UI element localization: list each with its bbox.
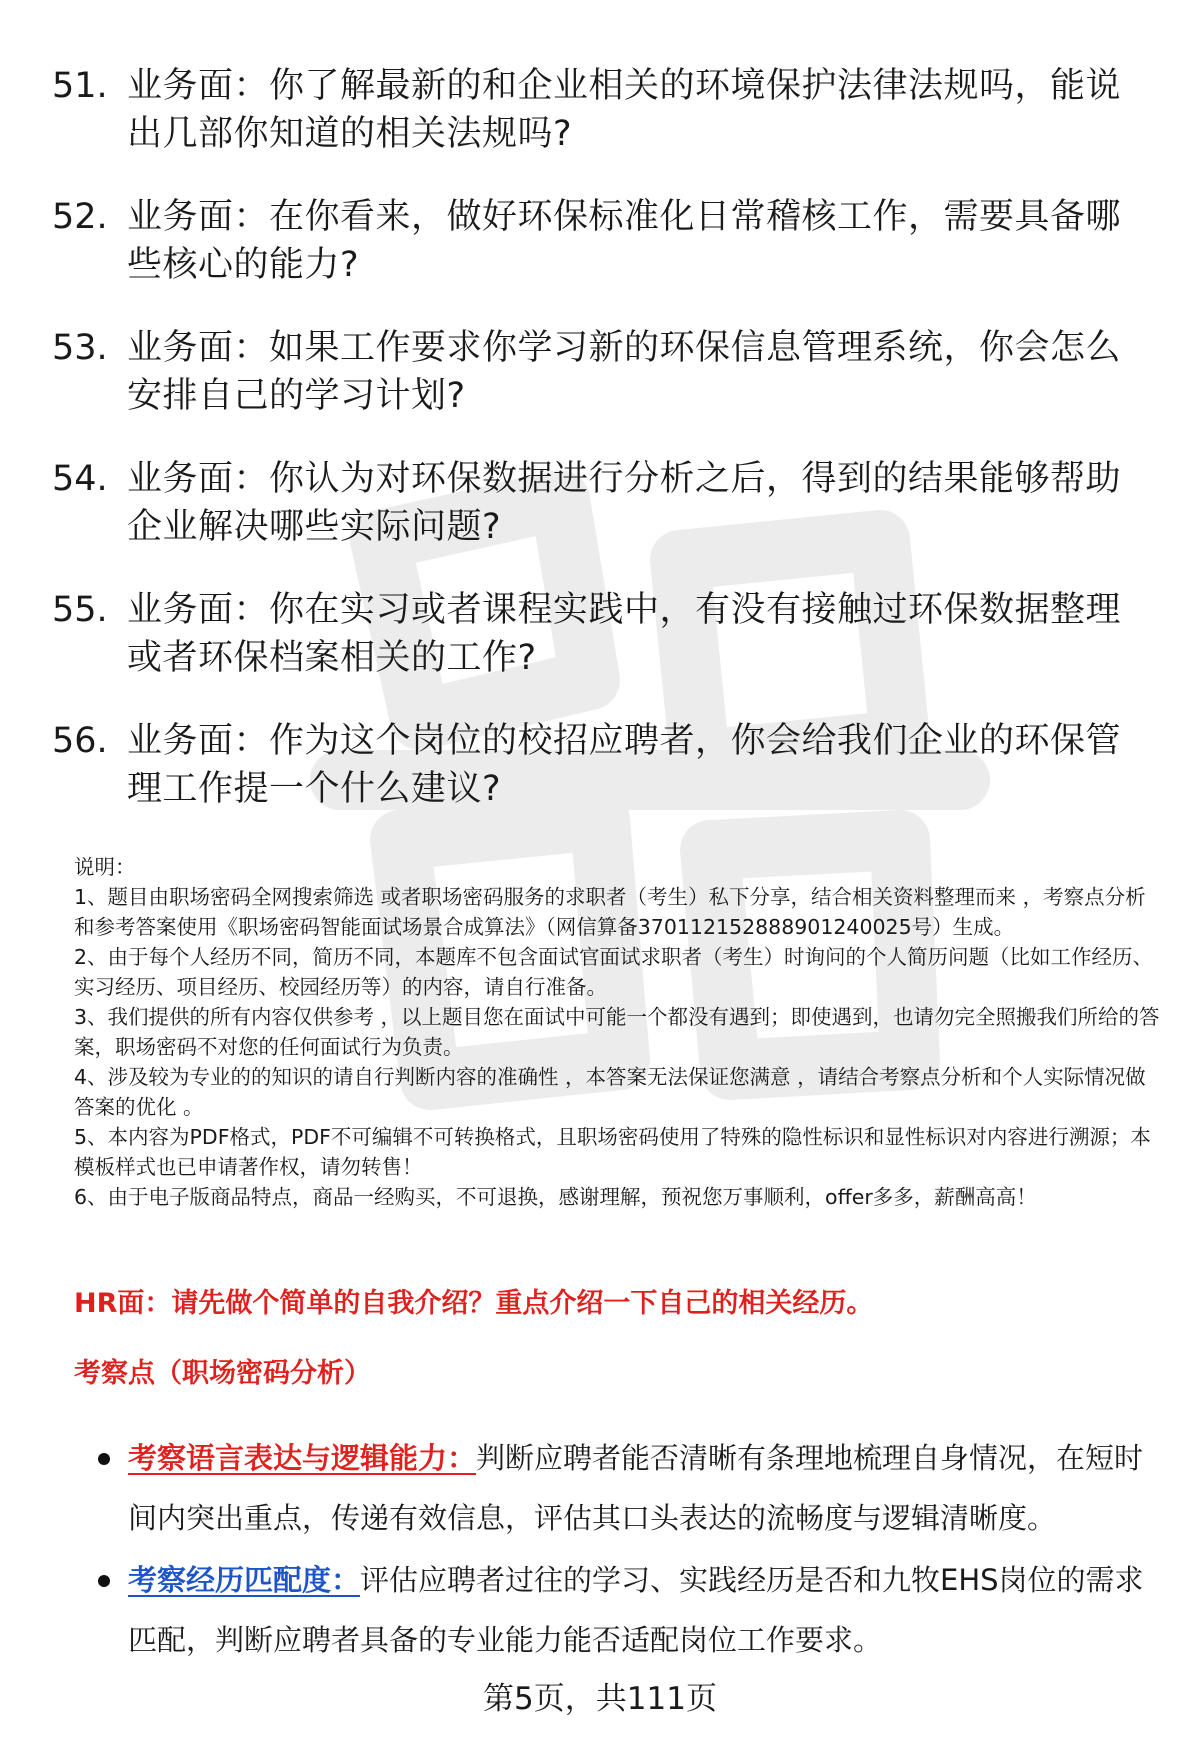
question-number: 51. xyxy=(52,66,108,106)
exam-point-item xyxy=(96,1550,1156,1670)
exam-points-title: 考察点（职场密码分析） xyxy=(74,1358,371,1389)
note-item: 2、由于每个人经历不同，简历不同，本题库不包含面试官面试求职者（考生）时询问的个人简历问题（比如工作经历、实习经历、项目经历、校园经历等）的内容，请自行准备。 xyxy=(74,945,1154,999)
disclaimer-notes xyxy=(74,852,1164,1212)
question-item xyxy=(52,455,1152,551)
question-item xyxy=(52,62,1152,158)
question-item xyxy=(52,717,1152,813)
question-item xyxy=(52,324,1152,420)
exam-point-text: 判断应聘者能否清晰有条理地梳理自身情况，在短时间内突出重点，传递有效信息，评估其口头表达的流畅度与逻辑清晰度。 xyxy=(128,1441,1144,1535)
question-text: 业务面：如果工作要求你学习新的环保信息管理系统，你会怎么安排自己的学习计划? xyxy=(127,328,1122,416)
question-text: 业务面：你认为对环保数据进行分析之后，得到的结果能够帮助企业解决哪些实际问题? xyxy=(127,459,1122,547)
note-item: 6、由于电子版商品特点，商品一经购买，不可退换，感谢理解，预祝您万事顺利，offer多多，薪酬高高！ xyxy=(74,1185,1037,1209)
question-number: 54. xyxy=(52,459,108,499)
notes-title: 说明： xyxy=(74,855,136,879)
exam-points-list xyxy=(96,1428,1156,1672)
bullet-dot-icon xyxy=(98,1453,110,1465)
question-number: 52. xyxy=(52,197,108,237)
exam-point-label: 考察经历匹配度： xyxy=(128,1563,361,1597)
exam-point-label: 考察语言表达与逻辑能力： xyxy=(128,1441,477,1475)
note-item: 3、我们提供的所有内容仅供参考 ，以上题目您在面试中可能一个都没有遇到；即使遇到，也请勿完全照搬我们所给的答案，职场密码不对您的任何面试行为负责。 xyxy=(74,1005,1160,1059)
note-item: 1、题目由职场密码全网搜索筛选 或者职场密码服务的求职者（考生）私下分享，结合相关资料整理而来 ，考察点分析和参考答案使用《职场密码智能面试场景合成算法》（网信算备370112152888901240025号）生成。 xyxy=(74,885,1146,939)
bullet-dot-icon xyxy=(98,1575,110,1587)
question-number: 55. xyxy=(52,590,108,630)
hr-question-heading: HR面：请先做个简单的自我介绍？重点介绍一下自己的相关经历。 xyxy=(74,1288,874,1319)
question-text: 业务面：你在实习或者课程实践中，有没有接触过环保数据整理或者环保档案相关的工作? xyxy=(127,590,1122,678)
question-text: 业务面：在你看来，做好环保标准化日常稽核工作，需要具备哪些核心的能力? xyxy=(127,197,1122,285)
question-number: 56. xyxy=(52,721,108,761)
question-item xyxy=(52,193,1152,289)
question-number: 53. xyxy=(52,328,108,368)
question-text: 业务面：作为这个岗位的校招应聘者，你会给我们企业的环保管理工作提一个什么建议? xyxy=(127,721,1122,809)
exam-point-text: 评估应聘者过往的学习、实践经历是否和九牧EHS岗位的需求匹配，判断应聘者具备的专业能力能否适配岗位工作要求。 xyxy=(128,1563,1144,1657)
note-item: 5、本内容为PDF格式，PDF不可编辑不可转换格式，且职场密码使用了特殊的隐性标识和显性标识对内容进行溯源；本模板样式也已申请著作权，请勿转售！ xyxy=(74,1125,1151,1179)
note-item: 4、涉及较为专业的的知识的请自行判断内容的准确性 ，本答案无法保证您满意 ，请结合考察点分析和个人实际情况做答案的优化 。 xyxy=(74,1065,1146,1119)
question-text: 业务面：你了解最新的和企业相关的环境保护法律法规吗，能说出几部你知道的相关法规吗? xyxy=(127,66,1122,154)
exam-point-item xyxy=(96,1428,1156,1548)
question-list xyxy=(52,62,1152,848)
question-item xyxy=(52,586,1152,682)
page-footer: 第5页，共111页 xyxy=(483,1681,717,1717)
